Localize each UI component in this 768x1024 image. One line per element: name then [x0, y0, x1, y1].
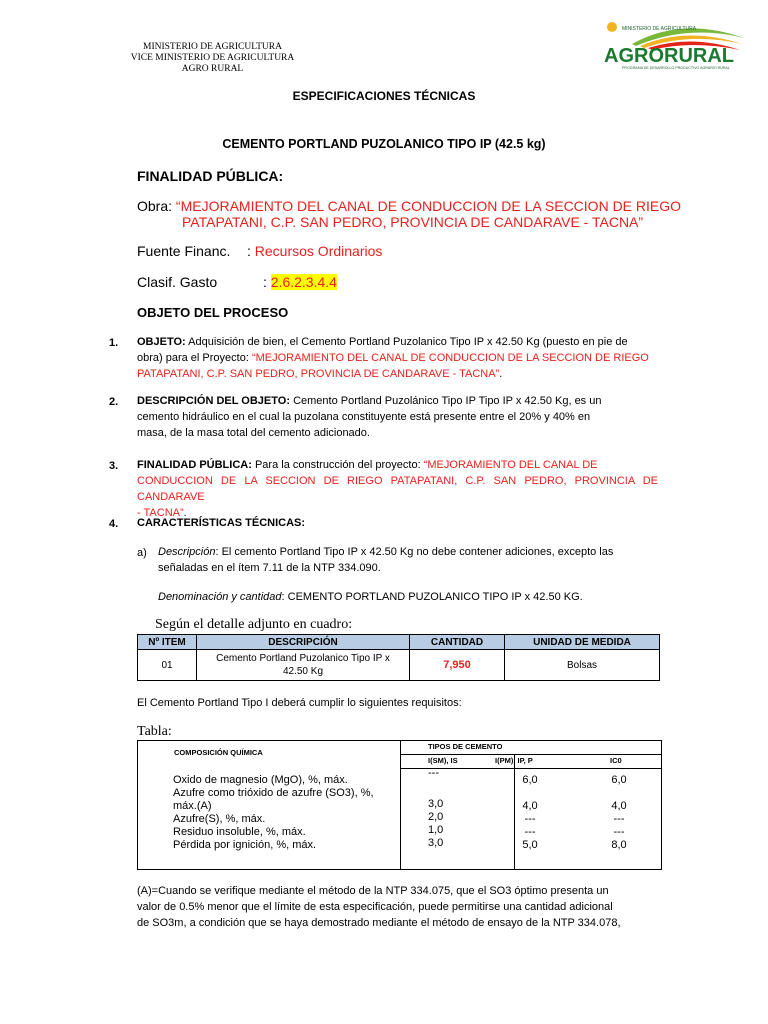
item-4a-body	[158, 544, 658, 576]
list-item: Pérdida por ignición, %, máx.	[173, 839, 317, 851]
col-header-cantidad: CANTIDAD	[410, 635, 505, 650]
items-table	[137, 634, 660, 681]
objeto-heading: OBJETO DEL PROCESO	[137, 305, 289, 320]
value-cell: ---	[613, 813, 625, 825]
comp-quimica-header: COMPOSICIÓN QUÍMICA	[174, 748, 263, 757]
item-4-number: 4.	[109, 518, 119, 530]
value-col-1	[428, 798, 443, 850]
chemical-composition-table	[137, 740, 662, 870]
list-item: Azufre como trióxido de azufre (SO3), %,	[173, 787, 374, 799]
col-header-ico: IC0	[610, 756, 622, 765]
item-4-label: CARACTERÍSTICAS TÉCNICAS:	[137, 517, 306, 529]
tabla-label: Tabla:	[137, 724, 172, 739]
value-cell: 8,0	[611, 839, 627, 851]
value-cell: ---	[613, 826, 625, 838]
item-1-line-1: Adquisición de bien, el Cemento Portland Puzolanico Tipo IP x 42.50 Kg (puesto en pie de	[188, 336, 628, 348]
item-1-number: 1.	[109, 337, 119, 349]
value-cell: 6,0	[611, 774, 627, 786]
agrorural-logo-graphic	[592, 18, 752, 78]
item-1-line-2b: “MEJORAMIENTO DEL CANAL DE CONDUCCION DE LA SECCION DE RIEGO	[251, 352, 649, 364]
product-title: CEMENTO PORTLAND PUZOLANICO TIPO IP (42.5 kg)	[222, 137, 546, 151]
col-header-item: Nº ITEM	[138, 635, 197, 650]
value-col-2	[510, 774, 550, 852]
item-3-body	[137, 457, 658, 521]
obra-value-line-1: “MEJORAMIENTO DEL CANAL DE CONDUCCION DE LA SECCION DE RIEGO	[175, 198, 682, 214]
fuente-value: Recursos Ordinarios	[254, 243, 383, 259]
item-4a-marker: a)	[137, 547, 147, 559]
col-header-unidad: UNIDAD DE MEDIDA	[505, 635, 660, 650]
list-item: Residuo insoluble, %, máx.	[173, 826, 306, 838]
item-4a-line-1: : El cemento Portland Tipo IP x 42.50 Kg no debe contener adiciones, excepto las	[215, 546, 614, 558]
header-line-3: AGRO RURAL	[181, 64, 244, 74]
col-header-ipm: I(PM), IP, P	[495, 756, 533, 765]
header-line-2: VICE MINISTERIO DE AGRICULTURA	[130, 53, 295, 63]
clasif-label: Clasif. Gasto	[137, 274, 218, 290]
list-item: Azufre(S), %, máx.	[173, 813, 266, 825]
denominacion-value: : CEMENTO PORTLAND PUZOLANICO TIPO IP x 42.50 KG.	[281, 591, 583, 603]
cell-descripcion	[197, 650, 410, 681]
item-4a-label: Descripción	[158, 546, 216, 558]
fuente-sep: :	[247, 243, 251, 259]
value-cell: 6,0	[522, 774, 538, 786]
obra-label: Obra:	[137, 198, 173, 214]
item-1-body	[137, 334, 658, 382]
header-line-1: MINISTERIO DE AGRICULTURA	[143, 42, 282, 52]
item-2-number: 2.	[109, 396, 119, 408]
items-table-header-row	[138, 635, 660, 650]
logo-ministry-text: MINISTERIO DE AGRICULTURA	[622, 26, 697, 32]
item-1-label: OBJETO:	[137, 336, 186, 348]
item-3-number: 3.	[109, 460, 119, 472]
item-2-line-3: masa, de la masa total del cemento adicionado.	[137, 427, 370, 439]
footnote-line-3: de SO3m, a condición que se haya demostrado mediante el método de ensayo de la NTP 334.078,	[137, 917, 621, 929]
footnote-line-2: valor de 0.5% menor que el límite de esta especificación, puede permitirse una cantidad adicional	[137, 901, 613, 913]
requisitos-text: El Cemento Portland Tipo I deberá cumplir lo siguientes requisitos:	[137, 697, 462, 709]
item-2-body	[137, 393, 658, 441]
item-1-line-2a: obra) para el Proyecto:	[137, 352, 249, 364]
tipos-cemento-header: TIPOS DE CEMENTO	[428, 742, 503, 751]
item-3-label: FINALIDAD PÚBLICA:	[137, 459, 252, 471]
obra-block	[137, 198, 681, 230]
value-cell: 4,0	[611, 800, 627, 812]
item-3-line-1b: “MEJORAMIENTO DEL CANAL DE	[423, 459, 598, 471]
item-2-line-1: Cemento Portland Puzolánico Tipo IP Tipo IP x 42.50 Kg, es un	[293, 395, 602, 407]
footnote-line-1: (A)=Cuando se verifique mediante el método de la NTP 334.075, que el SO3 óptimo presenta un	[137, 885, 609, 897]
clasif-row	[263, 274, 337, 290]
item-2-label: DESCRIPCIÓN DEL OBJETO:	[137, 395, 291, 407]
item-2-line-2: cemento hidráulico en el cual la puzolana constituyente está presente entre el 20% y 40% en	[137, 411, 591, 423]
list-item: máx.(A)	[173, 800, 212, 812]
page-title: ESPECIFICACIONES TÉCNICAS	[292, 89, 476, 103]
col-header-descripcion: DESCRIPCIÓN	[197, 635, 410, 650]
item-3-line-2: CONDUCCION DE LA SECCION DE RIEGO PATAPATANI, C.P. SAN PEDRO, PROVINCIA DE CANDARAVE	[137, 475, 658, 503]
footnote	[137, 883, 659, 931]
ministry-header	[110, 42, 315, 75]
obra-value-line-2: PATAPATANI, C.P. SAN PEDRO, PROVINCIA DE CANDARAVE - TACNA”	[182, 214, 644, 230]
value-cell: 3,0	[428, 837, 444, 849]
item-3-line-3a: - TACNA”	[137, 507, 184, 519]
composition-labels	[173, 774, 374, 852]
value-cell: ---	[524, 813, 536, 825]
value-cell: ---	[524, 826, 536, 838]
value-col-1-row-1: ---	[428, 767, 439, 779]
segun-text: Según el detalle adjunto en cuadro:	[155, 617, 353, 632]
table-row	[138, 650, 660, 681]
cell-unidad: Bolsas	[505, 650, 660, 681]
clasif-value: 2.6.2.3.4.4	[270, 274, 337, 290]
cell-desc-line-1: Cemento Portland Puzolanico Tipo IP x	[216, 653, 390, 664]
cell-item: 01	[138, 650, 197, 681]
value-cell: 1,0	[428, 824, 444, 836]
cell-desc-line-2: 42.50 Kg	[282, 666, 324, 677]
item-3-line-3b: .	[183, 507, 187, 519]
item-3-line-1a: Para la construcción del proyecto:	[254, 459, 421, 471]
clasif-sep: :	[263, 274, 267, 290]
denominacion-label: Denominación y cantidad	[158, 591, 282, 603]
value-cell: 3,0	[428, 798, 444, 810]
agrorural-logo	[592, 18, 752, 78]
cell-cantidad: 7,950	[410, 650, 505, 681]
item-4a-line-2: señaladas en el ítem 7.11 de la NTP 334.090.	[158, 562, 381, 574]
item-1-line-3b: .	[499, 368, 503, 380]
item-1-line-3a: PATAPATANI, C.P. SAN PEDRO, PROVINCIA DE CANDARAVE - TACNA”	[137, 368, 500, 380]
list-item: Oxido de magnesio (MgO), %, máx.	[173, 774, 348, 786]
col-header-ism: I(SM), IS	[428, 756, 458, 765]
value-cell: 2,0	[428, 811, 444, 823]
fuente-row	[247, 243, 382, 259]
value-cell: 4,0	[522, 800, 538, 812]
logo-sub-text: PROGRAMA DE DESARROLLO PRODUCTIVO AGRARIO RURAL	[622, 66, 730, 70]
value-cell: 5,0	[522, 839, 538, 851]
finalidad-heading: FINALIDAD PÚBLICA:	[137, 168, 284, 184]
denominacion-row	[158, 589, 658, 605]
fuente-label: Fuente Financ.	[137, 243, 231, 259]
value-col-3	[606, 774, 632, 852]
logo-name-text: AGRORURAL	[604, 45, 734, 67]
